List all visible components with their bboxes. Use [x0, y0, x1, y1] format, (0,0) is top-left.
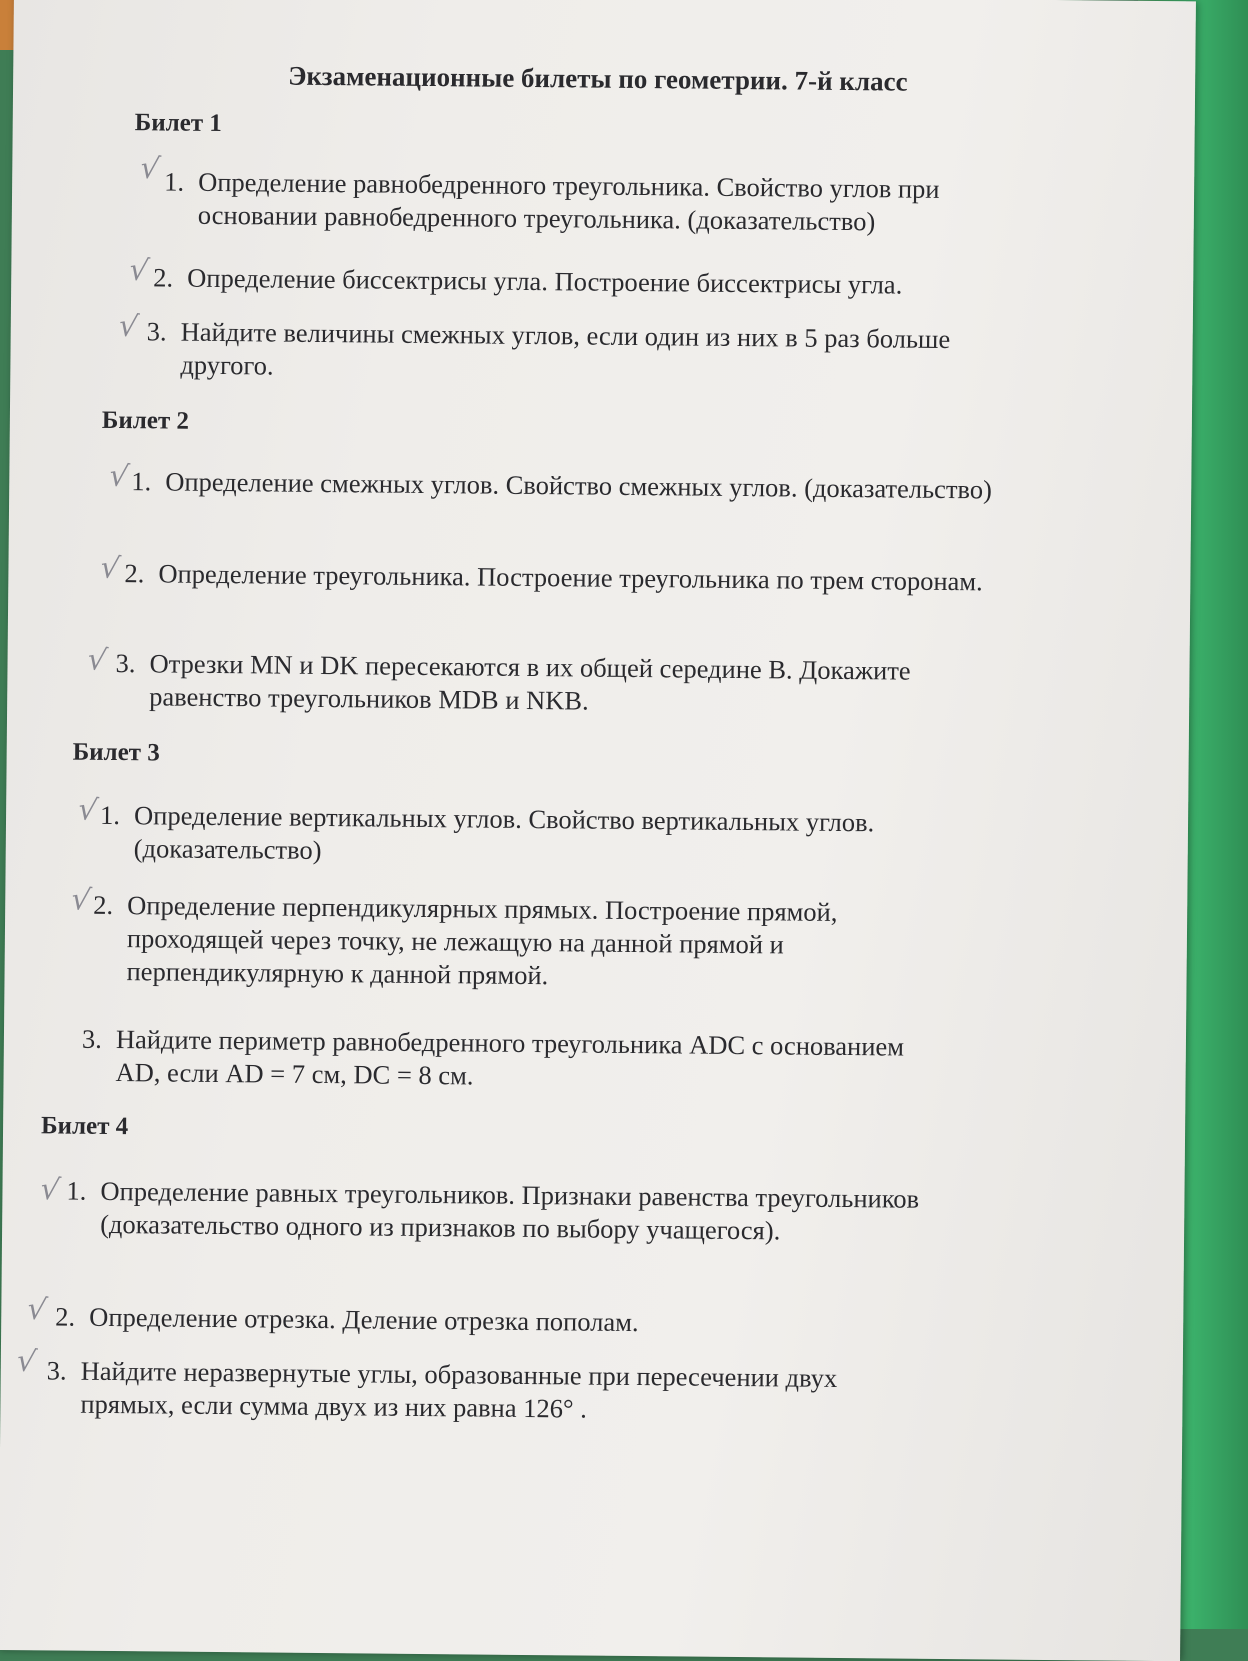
- question-4-3: [46, 1355, 911, 1429]
- check-mark-icon: √: [116, 307, 141, 346]
- question-number: 2.: [153, 262, 174, 293]
- question-1-3: [146, 316, 1011, 390]
- question-text: Определение равнобедренного треугольника. Свойство углов при основании равнобедренного треугольника. (доказательство): [197, 166, 940, 237]
- question-number: 1.: [99, 799, 121, 831]
- question-1-2: [153, 262, 1017, 303]
- check-mark-icon: √: [37, 1171, 63, 1209]
- check-mark-icon: √: [106, 457, 131, 496]
- question-number: 3.: [46, 1355, 67, 1386]
- question-number: 1.: [66, 1175, 87, 1206]
- question-number: 2.: [55, 1301, 76, 1332]
- question-text: Определение равных треугольников. Признаки равенства треугольников (доказательство одного из признаков по выбору учащегося).: [100, 1175, 920, 1246]
- question-3-2: [93, 889, 957, 996]
- ticket-heading-1: Билет 1: [134, 109, 222, 138]
- question-1-1: [164, 166, 1029, 240]
- ticket-heading-4: Билет 4: [40, 1112, 129, 1141]
- ticket-heading-3: Билет 3: [72, 738, 160, 767]
- question-4-2: [55, 1301, 919, 1342]
- question-text: Определение перпендикулярных прямых. Построение прямой, проходящей через точку, не лежащую на данной прямой и перпендикулярную к данной прямой.: [126, 890, 838, 991]
- check-mark-icon: √: [75, 791, 100, 829]
- question-number: 3.: [146, 316, 167, 347]
- question-number: 3.: [115, 648, 136, 679]
- check-mark-icon: √: [14, 1342, 39, 1381]
- question-text: Отрезки MN и DK пересекаются в их общей середине B. Докажите равенство треугольников MDB и NKB.: [149, 648, 911, 716]
- question-3-1: [99, 799, 965, 873]
- question-text: Определение биссектрисы угла. Построение биссектрисы угла.: [187, 262, 903, 300]
- question-text: Определение отрезка. Деление отрезка пополам.: [89, 1301, 639, 1338]
- check-mark-icon: √: [137, 150, 162, 188]
- question-number: 1.: [131, 466, 152, 497]
- question-text: Определение вертикальных углов. Свойство вертикальных углов. (доказательство): [133, 800, 875, 865]
- question-text: Определение смежных углов. Свойство смежных углов. (доказательство): [165, 466, 993, 505]
- check-mark-icon: √: [126, 251, 151, 290]
- check-mark-icon: √: [68, 881, 93, 919]
- check-mark-icon: √: [24, 1291, 49, 1329]
- question-number: 2.: [93, 889, 114, 920]
- question-2-3: [115, 647, 980, 721]
- check-mark-icon: √: [97, 549, 123, 588]
- question-text: Определение треугольника. Построение треугольника по трем сторонам.: [158, 558, 983, 597]
- question-2-1: [131, 465, 995, 506]
- question-text: Найдите неразвернутые углы, образованные при пересечении двух прямых, если сумма двух из них равна 126° .: [80, 1355, 838, 1424]
- question-text: Найдите периметр равнобедренного треугольника ADC с основанием AD, если AD = 7 см, DC = 8 см.: [115, 1024, 905, 1091]
- question-text: Найдите величины смежных углов, если один из них в 5 раз больше другого.: [180, 316, 951, 381]
- question-number: 3.: [81, 1023, 102, 1054]
- check-mark-icon: √: [85, 641, 110, 680]
- page-title: Экзаменационные билеты по геометрии. 7-й класс: [288, 60, 908, 97]
- ticket-heading-2: Билет 2: [101, 406, 190, 435]
- question-2-2: [124, 557, 988, 598]
- question-number: 1.: [164, 166, 185, 197]
- question-number: 2.: [124, 558, 145, 589]
- question-3-3: [81, 1023, 946, 1097]
- question-4-1: [66, 1175, 931, 1249]
